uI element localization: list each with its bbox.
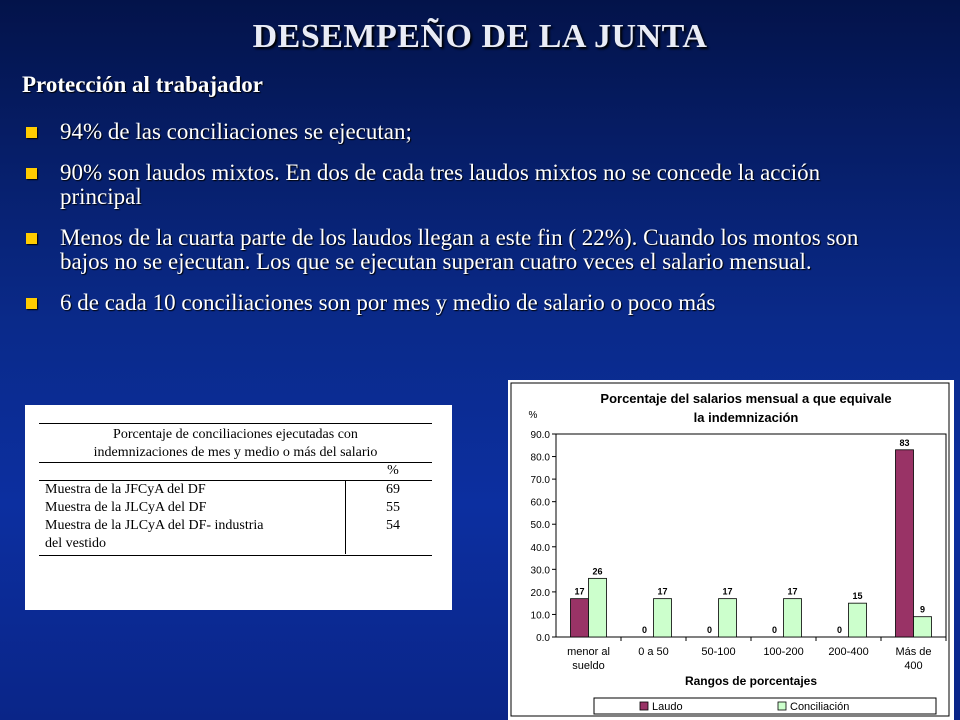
y-tick-label: 0.0: [536, 633, 550, 644]
x-tick-label: 100-200: [763, 646, 804, 658]
legend-swatch: [640, 702, 648, 710]
data-label: 15: [852, 591, 863, 602]
slide-title: DESEMPEÑO DE LA JUNTA: [252, 18, 708, 55]
bullet-text: Menos de la cuarta parte de los laudos llegan a este fin ( 22%). Cuando los montos son bajos no se ejecutan. Los que se ejecutan superan cuatro veces el salario mensual.: [60, 225, 859, 274]
y-tick-label: 50.0: [530, 520, 550, 532]
data-label: 83: [899, 437, 910, 448]
bar-conciliación: [784, 599, 802, 637]
data-label: 17: [787, 586, 798, 597]
table-column-divider: [345, 480, 346, 554]
x-tick-label: 200-400: [828, 646, 869, 658]
bar-laudo: [571, 599, 589, 637]
table-col-header: %: [387, 463, 399, 478]
bullet-list: [22, 120, 902, 332]
x-tick-label: 0 a 50: [638, 646, 669, 658]
square-bullet-icon: [26, 127, 37, 138]
table-row-value: 55: [386, 500, 400, 515]
table-row-label: Muestra de la JFCyA del DF: [45, 482, 206, 497]
square-bullet-icon: [26, 168, 37, 179]
x-tick-label: 400: [904, 660, 923, 672]
bar-conciliación: [849, 603, 867, 637]
x-tick-label: 50-100: [701, 646, 736, 658]
table-divider: [39, 555, 432, 556]
legend-label: Laudo: [652, 701, 683, 713]
square-bullet-icon: [26, 298, 37, 309]
table-row-label: del vestido: [45, 536, 107, 551]
bar-chart: [508, 380, 954, 720]
data-label: 17: [722, 586, 733, 597]
chart-svg: [508, 380, 954, 720]
y-tick-label: 20.0: [530, 587, 550, 599]
plot-area: [556, 434, 946, 637]
square-bullet-icon: [26, 233, 37, 244]
table-row-value: 54: [386, 518, 400, 533]
table-title-line: indemnizaciones de mes y medio o más del salario: [93, 445, 378, 460]
chart-title-line: la indemnización: [693, 410, 799, 425]
table-title: [39, 423, 432, 462]
bar-conciliación: [589, 578, 607, 637]
bar-conciliación: [914, 617, 932, 637]
bullet-item: [22, 226, 902, 274]
bar-conciliación: [654, 599, 672, 637]
x-tick-label: sueldo: [572, 660, 605, 672]
y-tick-label: 40.0: [530, 542, 550, 554]
y-tick-label: 10.0: [530, 610, 550, 622]
data-label: 9: [919, 604, 926, 615]
data-label: 26: [592, 566, 603, 577]
data-label: 0: [836, 625, 843, 635]
bullet-item: [22, 161, 902, 209]
table-title-line: Porcentaje de conciliaciones ejecutadas con: [113, 427, 358, 442]
bar-conciliación: [719, 599, 737, 637]
data-label: 17: [657, 586, 668, 597]
bullet-text: 94% de las conciliaciones se ejecutan;: [60, 119, 412, 144]
chart-title-line: Porcentaje del salarios mensual a que equivale: [600, 391, 892, 406]
y-tick-label: 70.0: [530, 475, 550, 487]
bullet-text: 90% son laudos mixtos. En dos de cada tres laudos mixtos no se concede la acción principal: [60, 160, 821, 209]
y-tick-label: 60.0: [530, 497, 550, 509]
y-tick-label: 30.0: [530, 565, 550, 577]
data-label: 0: [771, 625, 778, 635]
slide-subtitle: Protección al trabajador: [22, 72, 264, 97]
table-row-label: Muestra de la JLCyA del DF: [45, 500, 207, 515]
y-tick-label: 90.0: [530, 430, 550, 441]
x-tick-label: menor al: [567, 646, 610, 658]
bullet-item: [22, 291, 902, 315]
y-axis-label: %: [528, 410, 538, 421]
x-axis-label: Rangos de porcentajes: [684, 674, 818, 688]
bullet-text: 6 de cada 10 conciliaciones son por mes y medio de salario o poco más: [60, 290, 716, 315]
data-label: 0: [706, 625, 713, 635]
legend-label: Conciliación: [790, 701, 850, 713]
x-tick-label: Más de: [895, 646, 932, 658]
bar-laudo: [896, 450, 914, 637]
table-row-label: Muestra de la JLCyA del DF- industria: [45, 518, 264, 533]
data-label: 0: [641, 625, 648, 635]
legend-swatch: [778, 702, 786, 710]
bullet-item: [22, 120, 902, 144]
conciliation-table: [25, 405, 452, 610]
table-row-value: 69: [386, 482, 400, 497]
y-tick-label: 80.0: [530, 452, 550, 464]
data-label: 17: [574, 586, 585, 597]
